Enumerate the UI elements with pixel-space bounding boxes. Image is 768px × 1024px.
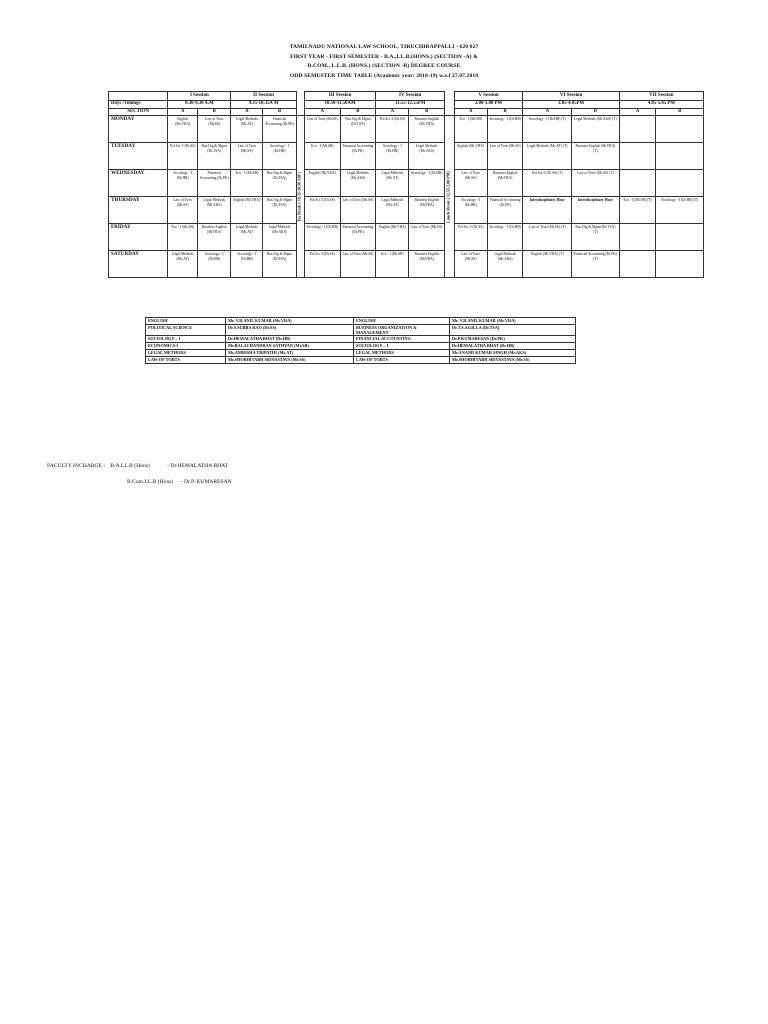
day-row <box>109 251 704 278</box>
class-cell <box>619 251 656 278</box>
class-cell: Law of Torts (Mr.SS) <box>304 116 340 143</box>
day-name: SATURDAY <box>109 251 168 278</box>
class-cell <box>619 143 656 170</box>
faculty-subject: LAW OF TORTS <box>354 357 450 364</box>
session-time: 10.50-11.50AM <box>304 101 375 109</box>
faculty-name: Dr.HEMALATHA BHAT (Dr.HB) <box>450 343 576 350</box>
session-name: III Session <box>304 92 375 101</box>
course-line-2: B.COM., L.L.B. (HONS.) (SECTION -B) DEGREE COURSE <box>307 63 461 69</box>
faculty-name: Dr.T.S.AGILLA (Dr.TSA) <box>450 325 576 336</box>
class-cell: Legal Methods (Ms.AT) <box>376 170 409 197</box>
class-cell: Law of Torts (Mr.SS) <box>340 197 376 224</box>
session-name: V Session <box>454 92 523 101</box>
class-cell: Sociology - I (Dr.HB) <box>263 143 296 170</box>
tea-break-cell <box>296 116 304 278</box>
day-row <box>109 143 704 170</box>
class-cell: Law of Torts (Mr.SS) <box>198 116 231 143</box>
class-cell: Business English (Mr.VRA) <box>409 116 445 143</box>
incharge-ba-course: B.A.LL.B (Hons) <box>110 463 150 469</box>
lunch-break-cell <box>445 116 455 278</box>
class-cell: Pol.Sci.-I (Dr.SS) <box>304 251 340 278</box>
class-cell: Sociology - I (Dr.HB) (T) <box>523 116 572 143</box>
faculty-subject: SOCIOLOGY – I <box>354 343 450 350</box>
section-letter: B <box>263 109 296 116</box>
faculty-name: Mr. V.R.ANIL KUMAR (Mr.VRA) <box>226 318 354 325</box>
session-time: 9.35-10.35A M <box>231 101 296 109</box>
class-cell: English (Mr.VRA) <box>231 197 263 224</box>
class-cell: Sociology - I (Dr.HB) <box>304 224 340 251</box>
class-cell: Business English (MrVRA) <box>409 251 445 278</box>
class-cell <box>656 251 704 278</box>
incharge-bcom-name: - Dr.P. KUMARESAN <box>180 479 232 485</box>
class-cell: Legal Methods (Mr.AKS) <box>263 224 296 251</box>
faculty-name: Dr.S.SUBBA RAO (Dr.SS) <box>226 325 354 336</box>
class-cell <box>656 143 704 170</box>
class-cell: Bus.Org.& Mgmt (Dr.TSA) <box>263 170 296 197</box>
faculty-row <box>146 336 576 343</box>
faculty-name: Dr.P.KUMARESAN (Dr.PK) <box>450 336 576 343</box>
faculty-name: Dr.HEMALATHA BHAT (Dr.HB) <box>226 336 354 343</box>
faculty-subject: ECONOMICS-I <box>146 343 226 350</box>
class-cell: Pol.Sci.-I (Dr.SS) (T) <box>523 170 572 197</box>
section-label: SECTION <box>109 109 168 116</box>
faculty-subject: FINANCIAL ACCOUNTING <box>354 336 450 343</box>
faculty-row <box>146 357 576 364</box>
class-cell: Legal Methods (Mr.AKS) <box>340 170 376 197</box>
class-cell: Bus.Org.& Mgmt.(Dr.TSA) (T) <box>572 224 620 251</box>
section-letter: B <box>198 109 231 116</box>
session-time: 8.30-9.30 A.M <box>168 101 231 109</box>
class-cell: Eco - I (Mr.SB) <box>376 251 409 278</box>
class-cell: Sociology - I (Dr.HB) <box>487 224 523 251</box>
faculty-subject: LEGAL METHODS <box>146 350 226 357</box>
class-cell <box>619 116 656 143</box>
class-cell: Legal Methods (Mr.AKS) (T) <box>572 116 620 143</box>
faculty-subject: ENGLISH <box>146 318 226 325</box>
tea-break-label: Tea Break ( 10.35-10.50 AM ) <box>297 171 303 222</box>
section-letter: A <box>619 109 656 116</box>
class-cell: Interdisciplinary Hour <box>572 197 620 224</box>
faculty-name: Mr.BALACHANDRAN SATHYAN (Mr.SB) <box>226 343 354 350</box>
class-cell: Financial Accounting (Dr.PK) <box>340 143 376 170</box>
class-cell <box>656 224 704 251</box>
class-cell: Sociology - I (Dr.HB) <box>454 197 487 224</box>
class-cell: Eco - I (Mr.SB) (T) <box>619 197 656 224</box>
section-letter: B <box>409 109 445 116</box>
section-letter: A <box>454 109 487 116</box>
session-time: 3.05-4.05PM <box>523 101 619 109</box>
class-cell: Sociology - I (Dr.HB) <box>376 143 409 170</box>
gap-cell <box>296 101 304 109</box>
class-cell: Business English (MrVRA) (T) <box>572 143 620 170</box>
gap-cell <box>445 109 455 116</box>
class-cell: Pol.Sci.-I (Dr.SS) <box>454 224 487 251</box>
section-letter: A <box>168 109 198 116</box>
faculty-row <box>146 343 576 350</box>
section-letter: A <box>304 109 340 116</box>
class-cell: Legal Methods (Ms.AT) (T) <box>523 143 572 170</box>
class-cell: Law of Torts (Mr.SS) <box>454 170 487 197</box>
class-cell: Bus.Org.& Mgmt (Dr.TSA) <box>263 251 296 278</box>
day-name: WEDNESDAY <box>109 170 168 197</box>
incharge-label: FACULTY INCHARGE : <box>47 463 105 469</box>
faculty-subject: SOCIOLOGY – I <box>146 336 226 343</box>
section-letter: A <box>523 109 572 116</box>
class-cell: Eco - I (Mr.SB) <box>168 224 198 251</box>
class-cell: Bus.Org.& Mgmt (Dr.TSA) <box>263 197 296 224</box>
gap-cell <box>296 92 304 101</box>
class-cell: Pol.Sci.-I (Dr.SS) <box>168 143 198 170</box>
class-cell <box>656 116 704 143</box>
class-cell: Business English (MrVRA) <box>409 197 445 224</box>
class-cell: Pol.Sci.-I (Dr.SS) <box>376 116 409 143</box>
class-cell: Legal Methods (Mr.AKS) <box>198 197 231 224</box>
class-cell: Business English (MrVRA) <box>198 224 231 251</box>
class-cell: Financial Accounting (Dr.PK) <box>198 170 231 197</box>
gap-cell <box>445 101 455 109</box>
gap-cell <box>445 92 455 101</box>
faculty-incharge-bcom <box>127 479 232 485</box>
day-name: MONDAY <box>109 116 168 143</box>
faculty-name: Mr.SHOBHITABH SRIVASTAVA (Mr.SS) <box>450 357 576 364</box>
section-letter: B <box>656 109 704 116</box>
class-cell: Sociology - I (Dr.HB) (T) <box>656 197 704 224</box>
gap-cell <box>296 109 304 116</box>
day-name: THURSDAY <box>109 197 168 224</box>
session-time: 11.55-12.55PM <box>376 101 445 109</box>
class-cell: Legal Methods (Mr.AKS) <box>409 143 445 170</box>
class-cell: Sociology - I (Dr.HB) <box>168 170 198 197</box>
class-cell: Interdisciplinary Hour <box>523 197 572 224</box>
class-cell: Bus.Org.& Mgmt (Dr.TSA) <box>340 116 376 143</box>
faculty-subject: POLITICAL SCIENCE <box>146 325 226 336</box>
class-cell: English (Mr.VRA) <box>454 143 487 170</box>
class-cell: Legal Methods (Mr.AKS) <box>487 251 523 278</box>
faculty-incharge-ba <box>47 463 228 469</box>
section-row <box>109 109 704 116</box>
class-cell <box>619 170 656 197</box>
class-cell: Sociology - I (Dr.HB) <box>198 251 231 278</box>
class-cell: Law of Torts (Mr.SS) <box>409 224 445 251</box>
day-row <box>109 224 704 251</box>
session-row <box>109 92 704 101</box>
timetable-title: ODD SEMESTER TIME TABLE (Academic year: 2018-19) w.e.f 27.07.2018 <box>289 72 479 79</box>
section-letter: A <box>231 109 263 116</box>
class-cell: Financial Accounting (Dr.PK) <box>487 197 523 224</box>
class-cell: Law of Torts (Mr.SS) <box>454 251 487 278</box>
session-name: IV Session <box>376 92 445 101</box>
class-cell: English (Mr.VRA) <box>168 116 198 143</box>
class-cell: Bus.Org.& Mgmt (Dr.TSA) <box>198 143 231 170</box>
corner-cell <box>109 92 168 101</box>
session-time: 4.05-5.05 PM <box>619 101 703 109</box>
class-cell: Legal Methods (Ms.AT) <box>231 116 263 143</box>
class-cell: English (Mr.VRA) <box>304 170 340 197</box>
class-cell: Legal Methods (Ms.AT) <box>231 224 263 251</box>
lunch-break-label: Lunch Break ( 12.55-2.00 PM) <box>446 170 452 223</box>
class-cell: Sociology - I (Dr.HB) <box>231 251 263 278</box>
faculty-name: Mr.ANAND KUMAR SINGH (Mr.AKS) <box>450 350 576 357</box>
class-cell: Law of Torts (Mr.SS) <box>231 143 263 170</box>
document-header <box>0 43 768 81</box>
class-cell: Financial Accounting (Dr.PK) (T) <box>572 251 620 278</box>
day-name: TUESDAY <box>109 143 168 170</box>
class-cell: Sociology - I (Dr.HB) <box>409 170 445 197</box>
faculty-row <box>146 350 576 357</box>
class-cell: Business English (MrVRA) <box>487 170 523 197</box>
class-cell: Pol.Sci.-I (Dr.SS) <box>304 197 340 224</box>
class-cell: Sociology - I (Dr.HB) <box>487 116 523 143</box>
day-row <box>109 197 704 224</box>
incharge-ba-name: - Dr.HEMALATHA BHAT <box>167 463 228 469</box>
faculty-name: Mr. V.R.ANIL KUMAR (Mr.VRA) <box>450 318 576 325</box>
session-name: VII Session <box>619 92 703 101</box>
faculty-name: Ms.AMRISHA TRIPATHI (Ms.AT) <box>226 350 354 357</box>
faculty-subject: LEGAL METHODS <box>354 350 450 357</box>
days-timings-label: Days /Timings <box>109 101 168 109</box>
course-line: FIRST YEAR - FIRST SEMESTER - B.A.,LL.B.(HONS.) (SECTION -A) & <box>290 53 478 60</box>
section-letter: B <box>487 109 523 116</box>
timetable <box>108 91 704 278</box>
class-cell: Financial Accounting (Dr.PK) <box>263 116 296 143</box>
session-name: VI Session <box>523 92 619 101</box>
faculty-row <box>146 325 576 336</box>
class-cell: English (Mr.VRA) (T) <box>523 251 572 278</box>
class-cell: Eco - I (Mr.SB) <box>304 143 340 170</box>
section-letter: A <box>376 109 409 116</box>
section-letter: B <box>572 109 620 116</box>
session-time: 2.00-3.00 PM <box>454 101 523 109</box>
class-cell: English (Mr.VRA) <box>376 224 409 251</box>
day-row <box>109 116 704 143</box>
day-name: FRIDAY <box>109 224 168 251</box>
class-cell: Eco - I (Mr.SB) <box>454 116 487 143</box>
faculty-table <box>145 317 576 364</box>
school-name: TAMILNADU NATIONAL LAW SCHOOL, TIRUCHIRAPPALLI - 620 027 <box>289 44 479 50</box>
incharge-bcom-course: B.Com.LL.B (Hons) <box>127 479 174 485</box>
class-cell: Law of Torts (Mr.SS) (T) <box>572 170 620 197</box>
faculty-subject: BUSINESS ORGANIZATION & MANAGEMENT <box>354 325 450 336</box>
class-cell <box>619 224 656 251</box>
class-cell: Law of Torts (Mr.SS) <box>340 251 376 278</box>
class-cell: Eco - I (Mr.SB) <box>231 170 263 197</box>
day-row <box>109 170 704 197</box>
class-cell: Law of Torts (Mr.SS) (T) <box>523 224 572 251</box>
timing-row <box>109 101 704 109</box>
faculty-row <box>146 318 576 325</box>
session-name: I Session <box>168 92 231 101</box>
faculty-name: Mr.SHOBHITABH SRIVASTAVA (Mr.SS) <box>226 357 354 364</box>
faculty-subject: ENGLISH <box>354 318 450 325</box>
faculty-subject: LAW OF TORTS <box>146 357 226 364</box>
class-cell: Legal Methods (Ms.AT) <box>168 251 198 278</box>
section-letter: B <box>340 109 376 116</box>
class-cell <box>656 170 704 197</box>
class-cell: Legal Methods (Ms.AT) <box>376 197 409 224</box>
session-name: II Session <box>231 92 296 101</box>
class-cell: Law of Torts (Mr.SS) <box>487 143 523 170</box>
class-cell: Financial Accounting (Dr.PK) <box>340 224 376 251</box>
class-cell: Law of Torts (Mr.SS) <box>168 197 198 224</box>
